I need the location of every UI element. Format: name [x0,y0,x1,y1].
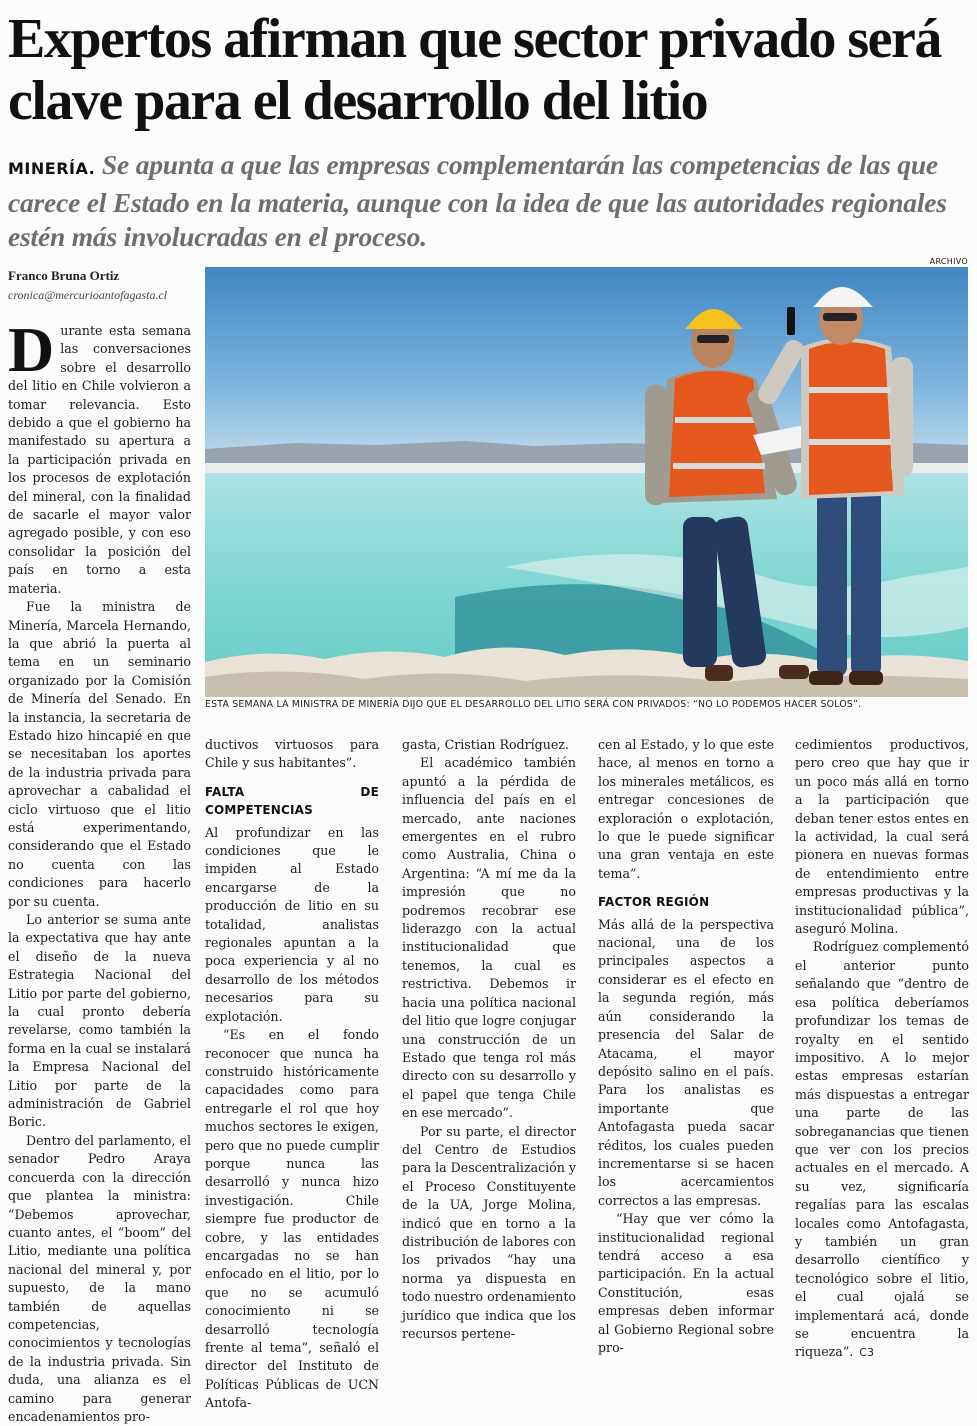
author-email: cronica@mercurioantofagasta.cl [8,288,168,302]
paragraph: “Es en el fondo reconocer que nunca ha construido históricamente capacidades como para entregarle el rol que hoy muchos sectores le exigen, pero que no puede cumplir porque nunca las desarrolló y nunca hizo investigación. Chile siempre fue productor de cobre, y las entidades encargadas no se han enfocado en el litio, por lo que no se acumuló conocimiento ni se desarrolló tecnología frente al tema”, señaló el director del Instituto de Políticas Públicas de UCN Antofa- [205,1027,379,1411]
body-column-3 [402,736,576,1343]
subheading: FALTA DE COMPETENCIAS [205,784,379,818]
photo-caption: ESTA SEMANA LA MINISTRA DE MINERÍA DIJO QUE EL DESARROLLO DEL LITIO SERÁ CON PRIVADOS: “NO LO PODEMOS HACER SOLOS”. [205,699,862,710]
paragraph-final [795,938,969,1362]
paragraph: “Hay que ver cómo la institucionalidad regional tendrá acceso a esa participación. En la actual Constitución, esas empresas deben informar al Gobierno Regional sobre pro- [598,1211,774,1355]
subheading: FACTOR REGIÓN [598,895,710,910]
paragraph: Al profundizar en las condiciones que le impiden al Estado encargarse de la producción de litio en su totalidad, analistas regionales apuntan a la poca experiencia y al no desarrollo de los métodos necesarios para su explotación. [205,824,379,1024]
paragraph: cedimientos productivos, pero creo que hay que ir un poco más allá en torno a la participación que deban tener estos entes en la actividad, la cual será pionera en nuevas formas de entendimiento entre empresas productivas y la institucionalidad pública”, aseguró Molina. [795,737,969,937]
paragraph: ductivos virtuosos para Chile y sus habitantes”. [205,737,379,771]
article-photo [205,267,968,697]
article-deck [8,148,968,254]
photo-credit: ARCHIVO [929,257,968,266]
body-column-1 [8,314,191,1426]
byline [8,268,198,303]
paragraph-text: urante esta semana las conversaciones sobre el desarrollo del litio en Chile volvieron a tomar relevancia. Esto debido a que el gobierno ha manifestado su apertura a la participación privada en los procesos de explotación del mineral, con la finalidad de sacarle el mayor valor agregado posible, y con eso consolidar la posición del país en torno a esta materia. [8,323,191,596]
body-column-5 [795,736,969,1363]
end-mark: C3 [859,1346,874,1360]
paragraph: El académico también apuntó a la pérdida de influencia del país en el mercado, ante naciones emergentes en el rubro como Australia, China o Argentina: “A mí me da la impresión que no podremos recobrar ese liderazgo con la actual institucionalidad que tenemos, la cual es restrictiva. Debemos ir hacia una política nacional del litio que logre conjugar una construcción de un Estado que tenga rol más directo con su desarrollo y el papel que tenga Chile en ese mercado”. [402,755,576,1121]
paragraph-text: Rodríguez complementó el anterior punto señalando que “dentro de esa política deberíamos profundizar los temas de royalty en el sentido impositivo. A lo mejor estas empresas estarían más dispuestas a entregar una parte de las sobreganancias que tienen que ver con los precios actuales en el mercado. A su vez, significaría regalías para las escalas locales como Antofagasta, y también un gran desarrollo científico y tecnológico sobre el litio, el cual ojalá se implementará acá, donde se encuentra la riqueza”. [795,939,969,1360]
article-headline: Expertos afirman que sector privado será clave para el desarrollo del litio [8,8,941,132]
paragraph: cen al Estado, y lo que este hace, al menos en torno a los minerales metálicos, es entregar concesiones de exploración o explotación, lo que le puede significar una gran ventaja en este tema”. [598,737,774,881]
author-name: Franco Bruna Ortiz [8,268,120,283]
paragraph: Por su parte, el director del Centro de Estudios para la Descentralización y el Proceso Constituyente de la UA, Jorge Molina, indicó que en torno a la distribución de labores con los privados “hay una norma ya dispuesta en todo nuestro ordenamiento jurídico que indica que los recursos pertene- [402,1123,577,1341]
deck-text: Se apunta a que las empresas complementarán las competencias de las que carece el Estado en la materia, aunque con la idea de que las autoridades regionales estén más involucradas en el proceso. [8,149,947,252]
paragraph: Dentro del parlamento, el senador Pedro Araya concuerda con la dirección que plantea la ministra: “Debemos aprovechar, cuanto antes, el “boom” del Litio, mediante una política nacional del mineral y, por supuesto, de la mano también de aquellas competencias, conocimientos y tecnologías de la industria privada. Sin duda, una alianza es el camino para generar encadenamientos pro- [8,1132,191,1424]
body-column-4 [598,736,774,1357]
drop-cap: D [8,314,55,385]
paragraph-lead [8,314,191,598]
paragraph: Fue la ministra de Minería, Marcela Hernando, la que abrió la puerta al tema en un seminario organizado por la Comisión de Minería del Senado. En la instancia, la secretaria de Estado hizo hincapié en que se necesitaban los aportes de la industria privada para aprovechar a cabalidad el ciclo virtuoso que el litio está experimentando, considerando que el Estado no cuenta con las condiciones para hacerlo por su cuenta. [8,599,191,909]
paragraph: gasta, Cristian Rodríguez. [402,737,569,752]
paragraph: Lo anterior se suma ante la expectativa que hay ante el diseño de la nueva Estrategia Nacional del Litio por parte del gobierno, la cual pronto debería revelarse, como también la forma en la cual se instalará la Empresa Nacional del Litio por parte de la administración de Gabriel Boric. [8,912,191,1130]
body-column-2 [205,736,379,1413]
paragraph: Más allá de la perspectiva nacional, una de los principales aspectos a considerar es el efecto en la segunda región, más aún considerando la presencia del Salar de Atacama, el mayor depósito salino en el país. Para los analistas es importante que Antofagasta pueda sacar réditos, los cuales pueden incrementarse si se hacen los acercamientos correctos a las empresas. [598,916,774,1208]
section-kicker: MINERÍA. [8,159,96,178]
